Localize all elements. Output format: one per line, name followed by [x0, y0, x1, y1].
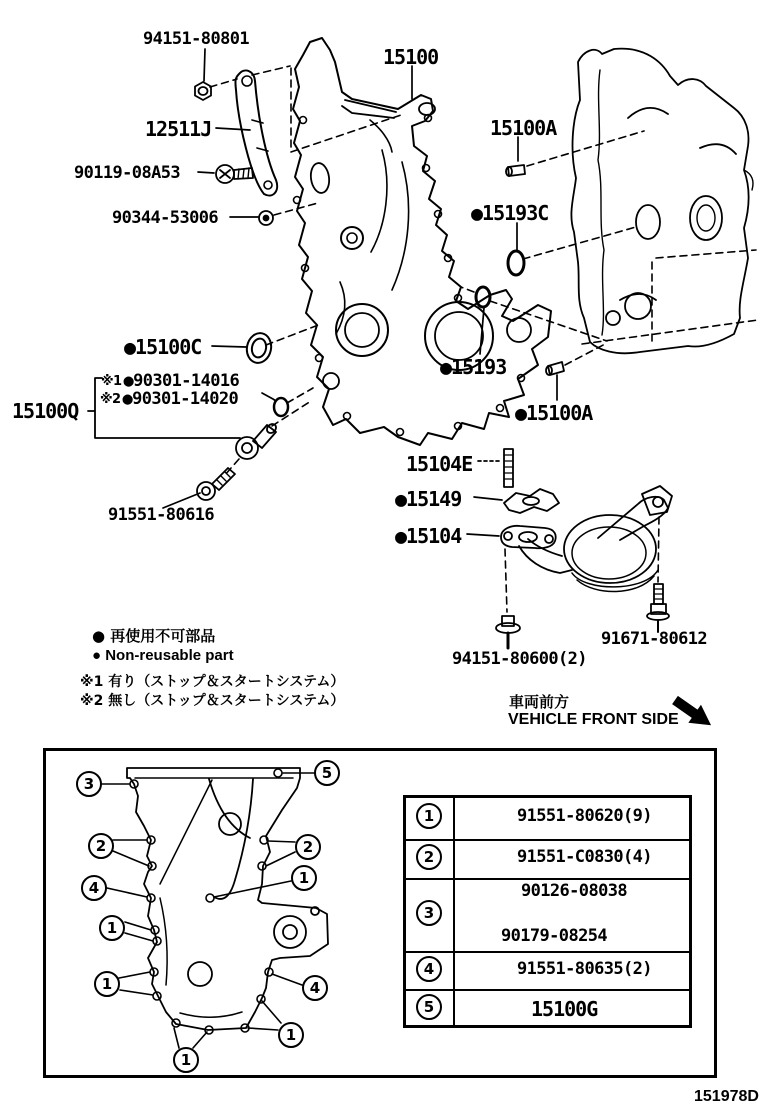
part-label-90119-08A53: 90119-08A53: [74, 163, 180, 183]
bolt-90119-08A53: [216, 165, 253, 183]
callout-1-bottom-right: 1: [278, 1022, 304, 1048]
part-number-90301-14016: ●90301-14016: [123, 371, 240, 391]
part-label-15149: ●15149: [395, 487, 462, 511]
table-row-divider: [406, 839, 689, 841]
legend-note2: ※2 無し（ストップ＆スタートシステム）: [80, 693, 345, 709]
oring-15193C: [508, 251, 524, 275]
part-label-15100Q: 15100Q: [12, 399, 79, 423]
part-label-94151-80600: 94151-80600(2): [452, 649, 587, 669]
table-callout-4: 4: [416, 956, 442, 982]
strainer-15104: [501, 486, 672, 592]
part-label-15104E: 15104E: [406, 452, 473, 476]
table-part-91551-80635: 91551-80635(2): [517, 959, 652, 979]
vehicle-front-en: VEHICLE FRONT SIDE: [508, 711, 679, 728]
bolt-94151-80600: [496, 616, 520, 648]
part-label-90344-53006: 90344-53006: [112, 208, 218, 228]
pin-15100A-bottom: [546, 362, 564, 375]
part-label-90301-14020: [100, 389, 238, 409]
table-row-divider: [406, 878, 689, 880]
part-label-15100C: ●15100C: [124, 335, 202, 359]
grommet-90344-53006: [259, 211, 273, 225]
part-label-91551-80616: 91551-80616: [108, 505, 214, 525]
table-callout-2: 2: [416, 844, 442, 870]
engine-block-drawing: [571, 49, 758, 354]
callout-1-center-right: 1: [291, 865, 317, 891]
table-row-divider: [406, 951, 689, 953]
callout-1-lower-left: 1: [94, 971, 120, 997]
note2-mark: ※2: [100, 392, 121, 407]
timing-cover-drawing: [293, 38, 551, 445]
callout-4-right: 4: [302, 975, 328, 1001]
table-callout-5: 5: [416, 994, 442, 1020]
pin-15100A-top: [506, 165, 525, 176]
part-label-12511J: 12511J: [145, 117, 212, 141]
legend-nonreusable-jp: ● 再使用不可部品: [92, 627, 216, 645]
table-column-divider: [453, 798, 455, 1025]
table-callout-1: 1: [416, 803, 442, 829]
part-label-15100A-bottom: ●15100A: [515, 401, 593, 425]
bolt-table: [403, 795, 692, 1028]
table-part-90126-08038: 90126-08038: [521, 881, 627, 901]
chain-guide-drawing: [235, 70, 277, 195]
table-part-90179-08254: 90179-08254: [501, 926, 607, 946]
callout-5: 5: [314, 760, 340, 786]
callout-1-bottom-center: 1: [173, 1047, 199, 1073]
table-callout-3: 3: [416, 900, 442, 926]
part-label-15104: ●15104: [395, 524, 462, 548]
stud-15104E: [504, 449, 513, 487]
table-row-divider: [406, 989, 689, 991]
note1-mark: ※1: [101, 374, 122, 389]
part-label-15100A-top: 15100A: [490, 116, 557, 140]
part-label-90301-14016: [101, 371, 239, 391]
nut-94151-80801: [195, 82, 211, 100]
part-label-94151-80801: 94151-80801: [143, 29, 249, 49]
callout-3: 3: [76, 771, 102, 797]
figure-id: 151978D: [694, 1088, 759, 1105]
callout-2-left: 2: [88, 833, 114, 859]
part-label-15193: ●15193: [440, 355, 507, 379]
oil-seal-15100C: [244, 331, 274, 365]
bolt-91671-80612: [647, 584, 669, 632]
table-part-91551-80620: 91551-80620(9): [517, 806, 652, 826]
part-label-15100: 15100: [383, 45, 439, 69]
legend-nonreusable-en: ● Non-reusable part: [92, 647, 234, 664]
callout-4-left: 4: [81, 875, 107, 901]
legend-note1: ※1 有り（ストップ＆スタートシステム）: [80, 674, 345, 690]
part-label-15193C: ●15193C: [471, 201, 549, 225]
bolt-91551-80616: [197, 468, 235, 500]
callout-2-right: 2: [295, 834, 321, 860]
gasket-15149: [504, 489, 559, 513]
callout-1-mid-left: 1: [99, 915, 125, 941]
sensor-15100Q-drawing: [236, 422, 278, 459]
part-label-91671-80612: 91671-80612: [601, 629, 707, 649]
table-part-91551-C0830: 91551-C0830(4): [517, 847, 652, 867]
part-number-90301-14020: ●90301-14020: [122, 389, 239, 409]
table-part-15100G: 15100G: [531, 997, 598, 1021]
vehicle-front-jp: 車両前方: [509, 693, 570, 711]
